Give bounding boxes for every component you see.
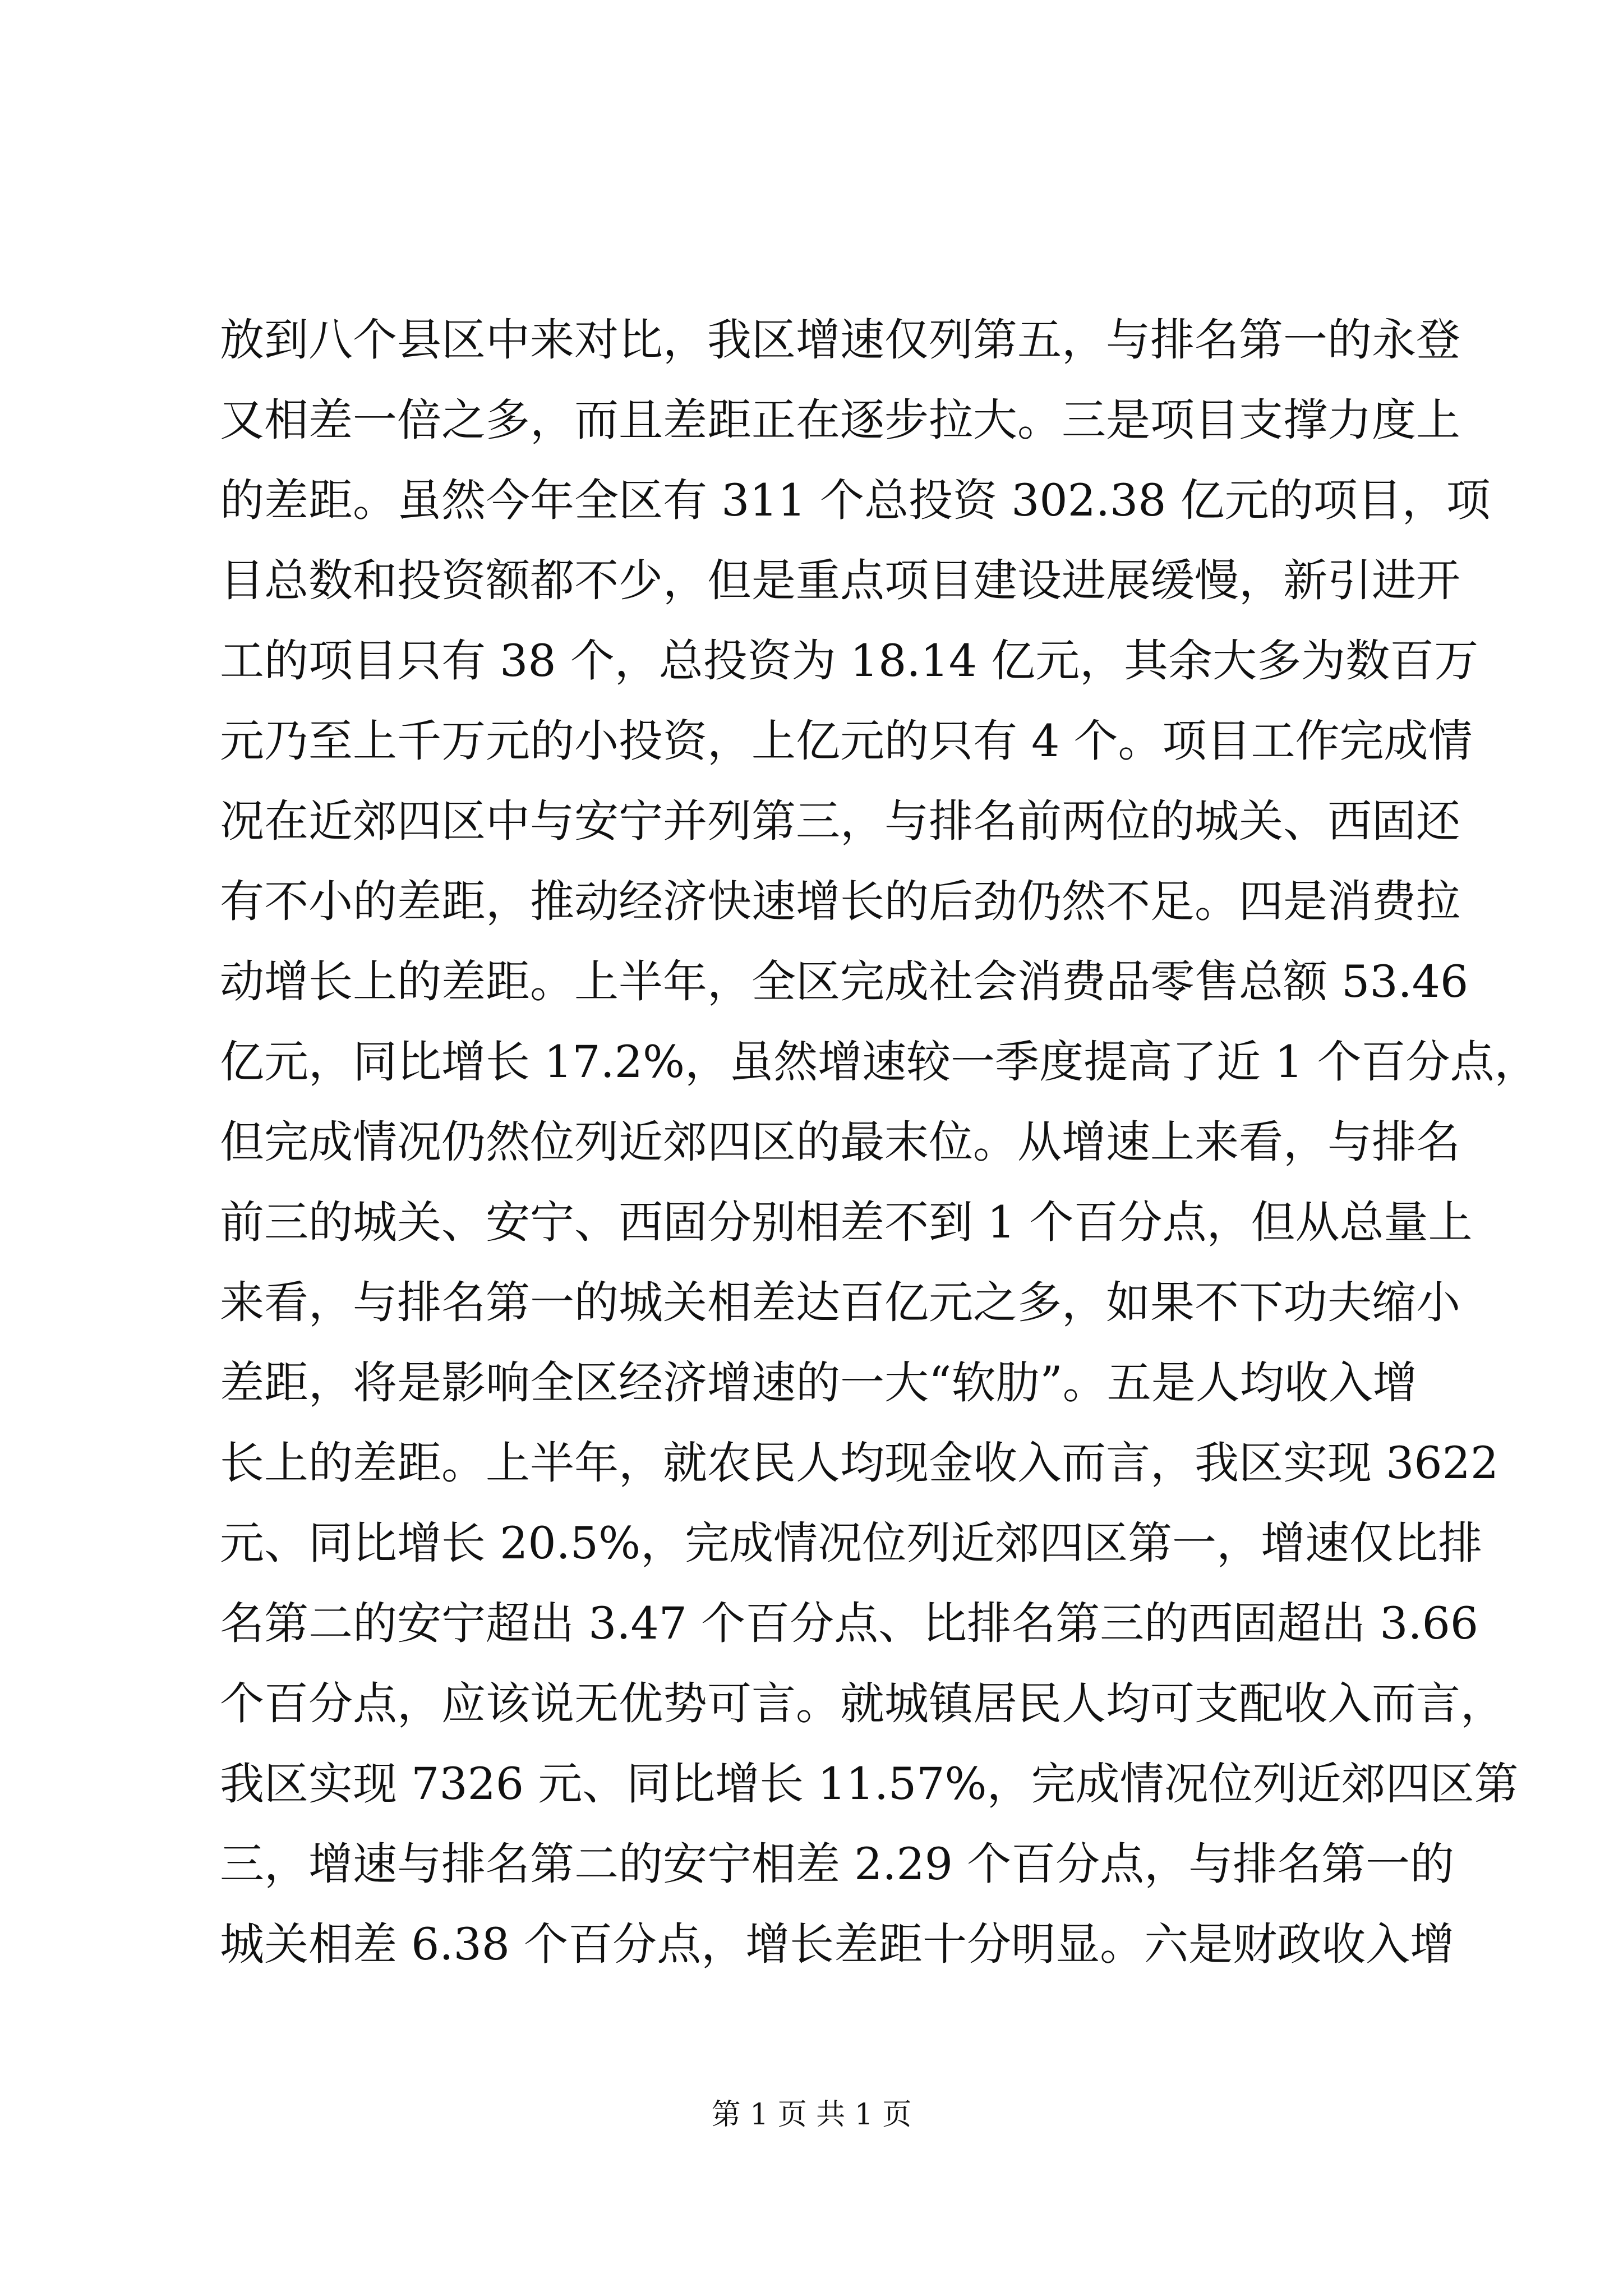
page-footer	[0, 2095, 1623, 2134]
text-line-18: 个百分点，应该说无优势可言。就城镇居民人均可支配收入而言，	[220, 1678, 1505, 1729]
text-line-14: 差距，将是影响全区经济增速的一大“软肋”。五是人均收入增	[220, 1357, 1417, 1409]
text-line-15: 长上的差距。上半年，就农民人均现金收入而言，我区实现 3622	[220, 1437, 1499, 1489]
text-line-17: 名第二的安宁超出 3.47 个百分点、比排名第三的西固超出 3.66	[220, 1598, 1479, 1649]
text-line-13: 来看，与排名第一的城关相差达百亿元之多，如果不下功夫缩小	[220, 1277, 1460, 1328]
text-line-7: 况在近郊四区中与安宁并列第三，与排名前两位的城关、西固还	[220, 795, 1460, 847]
text-line-20: 三，增速与排名第二的安宁相差 2.29 个百分点，与排名第一的	[220, 1838, 1455, 1890]
text-line-19: 我区实现 7326 元、同比增长 11.57%，完成情况位列近郊四区第	[220, 1758, 1519, 1810]
text-line-16: 元、同比增长 20.5%，完成情况位列近郊四区第一，增速仅比排	[220, 1517, 1483, 1569]
text-line-12: 前三的城关、安宁、西固分别相差不到 1 个百分点，但从总量上	[220, 1197, 1473, 1248]
text-line-1: 放到八个县区中来对比，我区增速仅列第五，与排名第一的永登	[220, 314, 1460, 366]
text-line-10: 亿元，同比增长 17.2%，虽然增速较一季度提高了近 1 个百分点，	[220, 1036, 1539, 1088]
text-line-2: 又相差一倍之多，而且差距正在逐步拉大。三是项目支撑力度上	[220, 394, 1460, 446]
text-line-21: 城关相差 6.38 个百分点，增长差距十分明显。六是财政收入增	[220, 1918, 1455, 1970]
text-line-3: 的差距。虽然今年全区有 311 个总投资 302.38 亿元的项目，项	[220, 475, 1491, 526]
text-line-9: 动增长上的差距。上半年，全区完成社会消费品零售总额 53.46	[220, 956, 1469, 1007]
text-line-6: 元乃至上千万元的小投资，上亿元的只有 4 个。项目工作完成情	[220, 715, 1473, 767]
text-line-8: 有不小的差距，推动经济快速增长的后劲仍然不足。四是消费拉	[220, 876, 1460, 927]
page-number-label: 第 1 页 共 1 页	[711, 2098, 912, 2132]
text-line-4: 目总数和投资额都不少，但是重点项目建设进展缓慢，新引进开	[220, 555, 1460, 606]
text-line-11: 但完成情况仍然位列近郊四区的最末位。从增速上来看，与排名	[220, 1116, 1460, 1168]
text-line-5: 工的项目只有 38 个，总投资为 18.14 亿元，其余大多为数百万	[220, 635, 1479, 687]
body-text	[220, 300, 1539, 1985]
